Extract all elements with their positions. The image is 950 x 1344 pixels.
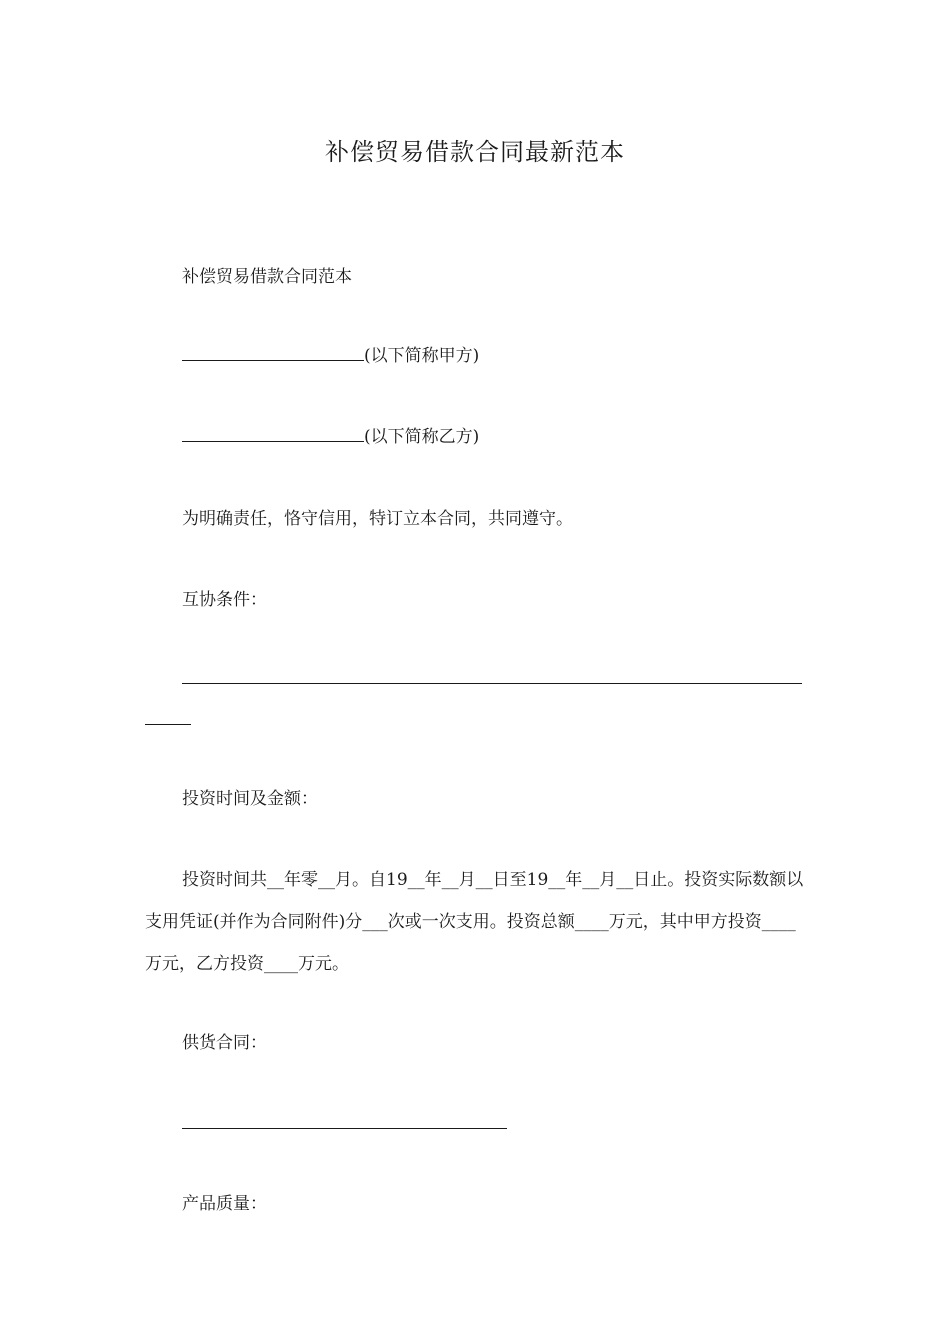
section-heading-mutual-conditions: 互协条件： <box>182 590 267 610</box>
section-heading-supply-contract: 供货合同： <box>182 1033 267 1053</box>
document-subtitle: 补偿贸易借款合同范本 <box>182 267 352 287</box>
party-b-line <box>145 416 847 458</box>
document-title: 补偿贸易借款合同最新范本 <box>325 138 625 166</box>
party-a-blank <box>182 346 364 361</box>
party-b-blank <box>182 427 364 442</box>
mutual-conditions-blank-line-2 <box>145 724 191 725</box>
mutual-conditions-blank-line-1 <box>182 683 802 684</box>
party-a-label: (以下简称甲方) <box>364 346 480 366</box>
supply-contract-blank-line <box>182 1128 507 1129</box>
section-heading-investment: 投资时间及金额： <box>182 789 318 809</box>
section-heading-product-quality: 产品质量： <box>182 1194 267 1214</box>
party-b-label: (以下简称乙方) <box>364 427 480 447</box>
party-a-line <box>145 335 847 377</box>
investment-paragraph: 投资时间共__年零__月。自19__年__月__日至19__年__月__日止。投资实际数额以支用凭证(并作为合同附件)分___次或一次支用。投资总额____万元，其中甲方投资____万元，乙方投资____万元。 <box>145 870 804 974</box>
preamble-paragraph: 为明确责任，恪守信用，特订立本合同，共同遵守。 <box>182 509 573 529</box>
